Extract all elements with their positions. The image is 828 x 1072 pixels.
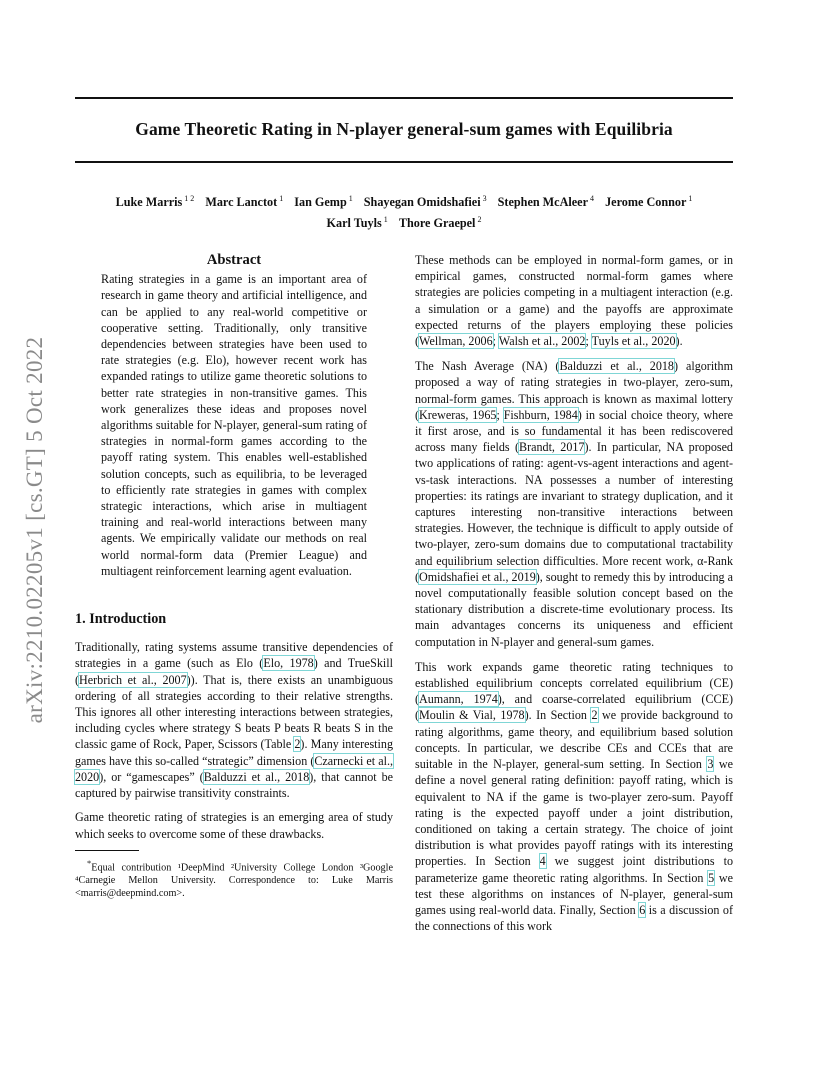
text-run: ) algorithm proposed a way of rating strategies in two-player, zero-sum, normal-form games. This approach is known as maximal lottery ( — [415, 359, 733, 422]
citation-link[interactable]: Walsh et al., 2002 — [498, 334, 586, 349]
section-reference-link[interactable]: 3 — [707, 757, 714, 772]
section-reference-link[interactable]: 5 — [708, 870, 715, 885]
text-run: These methods can be employed in normal-form games, or in empirical games, constructed normal-form games where strategies are policies competing in a multiagent interaction (e.g. a simulation or a game) and the payoffs are approximate expected returns of the players employing these policies ( — [415, 253, 733, 349]
author-name: Thore Graepel — [398, 216, 476, 230]
author — [294, 195, 352, 209]
author — [498, 195, 594, 209]
text-run: )). That is, there exists an unambiguous ordering of all strategies according to their relative strengths. This ignores all other interesting interactions between strategies, including cycles where strategy S beats P beats R beats S in the classic game of Rock, Paper, Scissors (Table — [75, 672, 393, 752]
citation-link[interactable]: Fishburn, 1984 — [503, 407, 578, 422]
text-run: ). In Section — [524, 708, 592, 723]
text-run: The Nash Average (NA) ( — [415, 359, 560, 374]
author-affiliation: 2 — [477, 215, 482, 224]
text-run: ; — [496, 407, 504, 422]
section-reference-link[interactable]: 4 — [539, 854, 546, 869]
right-paragraph-3 — [415, 659, 733, 934]
author — [116, 195, 195, 209]
author-name: Stephen McAleer — [497, 195, 589, 209]
text-run: ), or “gamescapes” ( — [99, 769, 204, 784]
right-paragraph-2 — [415, 358, 733, 650]
text-run: ). In particular, NA proposed two applications of rating: agent-vs-agent interactions and agent-vs-task interactions. NA possesses a number of interesting properties: its ratings are invariant to strategy duplication, and it captures interesting non-transitive interactions between strategies. However, the technique is difficult to apply outside of two-player, zero-sum domains due to computational tractability and equilibrium selection difficulties. More recent work, α-Rank ( — [415, 440, 733, 584]
arxiv-identifier: arXiv:2210.02205v1 [cs.GT] 5 Oct 2022 — [22, 336, 47, 724]
author-affiliation: 1 — [383, 215, 388, 224]
right-column — [415, 252, 733, 943]
author-affiliation: 1 — [348, 194, 353, 203]
text-run: is a discussion of the connections of this work — [415, 902, 734, 934]
citation-link[interactable]: Omidshafiei et al., 2019 — [419, 569, 536, 584]
text-run: This work expands game theoretic rating techniques to established equilibrium concepts correlated equilibrium (CE) ( — [415, 659, 733, 707]
text-run: Traditionally, rating systems assume transitive dependencies of strategies in a game (such as Elo ( — [75, 640, 393, 671]
citation-link[interactable]: Herbrich et al., 2007 — [79, 672, 187, 687]
section-reference-link[interactable]: 6 — [639, 902, 646, 917]
text-run: ) in social choice theory, where it first arose, and is so fundamental it has been rediscovered across many fields ( — [415, 407, 733, 455]
author-name: Ian Gemp — [294, 195, 347, 209]
left-column — [75, 252, 393, 900]
citation-link[interactable]: Balduzzi et al., 2018 — [203, 769, 310, 784]
arxiv-sidebar — [10, 295, 60, 765]
text-run: we test these algorithms on instances of N-player, general-sum games using real-world data. Finally, Section — [415, 870, 734, 917]
text-run: ) and TrueSkill ( — [75, 656, 394, 687]
author-affiliation: 1 — [279, 194, 284, 203]
citation-link[interactable]: Moulin & Vial, 1978 — [419, 708, 525, 723]
title-rule-top — [75, 97, 733, 99]
author-name: Luke Marris — [115, 195, 183, 209]
text-run: ), sought to remedy this by introducing a novel computationally feasible solution concept based on the stationary distribution a discrete-time evolutionary process. Its main advantages concerns its uniqueness and efficient computation in N-player and general-sum games. — [415, 569, 733, 649]
citation-link[interactable]: Brandt, 2017 — [519, 440, 585, 455]
citation-link[interactable]: Czarnecki et al., 2020 — [75, 753, 393, 784]
table-reference-link[interactable]: 2 — [294, 737, 301, 752]
paper-title: Game Theoretic Rating in N-player general-sum games with Equilibria — [135, 119, 673, 139]
author-affiliation: 4 — [590, 194, 595, 203]
intro-paragraph-1 — [75, 639, 393, 801]
author-list — [75, 190, 733, 232]
text-run: we suggest joint distributions to parameterize game theoretic rating algorithms. In Section — [415, 854, 733, 885]
citation-link[interactable]: Balduzzi et al., 2018 — [559, 359, 674, 374]
author-affiliation: 1 2 — [184, 194, 195, 203]
section-reference-link[interactable]: 2 — [591, 708, 598, 723]
abstract-heading: Abstract — [206, 252, 262, 268]
text-run: ; — [585, 334, 592, 349]
footnote-asterisk: * — [87, 857, 92, 868]
citation-link[interactable]: Wellman, 2006 — [419, 334, 493, 349]
citation-link[interactable]: Tuyls et al., 2020 — [591, 334, 676, 349]
intro-paragraph-2: Game theoretic rating of strategies is an emerging area of study which seeks to overcome some of these drawbacks. — [75, 810, 393, 841]
author-name: Karl Tuyls — [326, 216, 382, 230]
text-run: ), that cannot be captured by pairwise transitivity constraints. — [75, 769, 393, 801]
author-name: Marc Lanctot — [205, 195, 278, 209]
section-heading-introduction: 1. Introduction — [75, 611, 167, 628]
author — [399, 216, 482, 230]
text-run: we define a novel general rating definition: payoff rating, which is equivalent to NA if the game is two-player zero-sum. Payoff rating is the expected payoff under a joint distribution, conditioned on taking a certain strategy. The choice of joint distribution is what provides payoff ratings with its interesting properties. In Section — [415, 757, 733, 869]
author-affiliation: 1 — [688, 194, 693, 203]
text-run: ). Many interesting games have this so-called “strategic” dimension ( — [75, 737, 393, 768]
text-run: we provide background to rating algorithms, game theory, and equilibrium based solution concepts. In particular, we describe CEs and CCEs that are suitable in the N-player, general-sum setting. In Section — [415, 708, 733, 772]
author-affiliation: 3 — [482, 194, 487, 203]
text-run: ; — [492, 334, 499, 349]
text-run: ), and coarse-correlated equilibrium (CCE) ( — [415, 692, 733, 723]
author-name: Shayegan Omidshafiei — [363, 195, 481, 209]
citation-link[interactable]: Kreweras, 1965 — [419, 407, 497, 422]
author — [327, 216, 388, 230]
citation-link[interactable]: Elo, 1978 — [263, 656, 314, 671]
author — [364, 195, 487, 209]
author-name: Jerome Connor — [605, 195, 687, 209]
footnote — [75, 857, 393, 900]
citation-link[interactable]: Aumann, 1974 — [419, 692, 498, 707]
text-run: ). — [675, 334, 683, 349]
abstract-text: Rating strategies in a game is an important area of research in game theory and artificial intelligence, and can be applied to any real-world competitive or cooperative setting. Traditionally, only transitive dependencies between strategies have been used to rate strategies (e.g. Elo), however recent work has expanded ratings to utilize game theoretic solutions to better rate strategies in non-transitive games. This work generalizes these ideas and proposes novel algorithms suitable for N-player, general-sum rating of strategies in normal-form games according to the payoff rating system. This enables well-established solution concepts, such as equilibria, to be leveraged to efficiently rate strategies in games with complex strategic interactions, which arise in multiagent training and real-world interactions between many agents. We empirically validate our methods on real world normal-form data (Premier League) and multiagent reinforcement learning agent evaluation. — [101, 272, 367, 578]
author — [605, 195, 692, 209]
right-paragraph-1 — [415, 252, 733, 349]
author — [205, 195, 283, 209]
footnote-text: Equal contribution ¹DeepMind ²University College London ³Google ⁴Carnegie Mellon University. Correspondence to: Luke Marris <marris@deepmind.com>. — [75, 862, 393, 900]
footnote-rule — [75, 850, 139, 851]
title-rule-bottom — [75, 161, 733, 163]
